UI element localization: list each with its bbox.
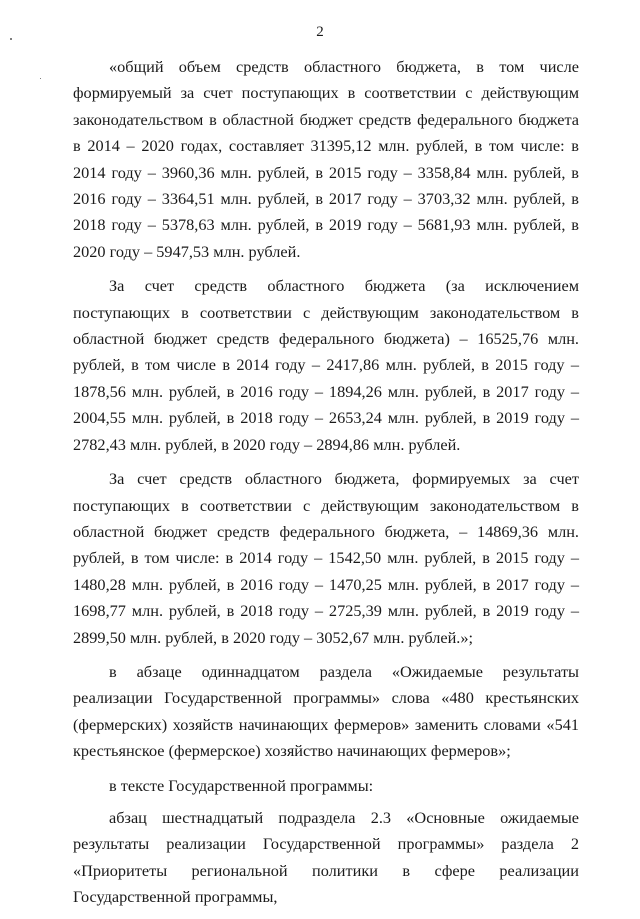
paragraph-subsection-2-3: абзац шестнадцатый подраздела 2.3 «Основные ожидаемые результаты реализации Государственной программы» раздела 2 «Приоритеты региональной политики в сфере реализации Государственной программы, bbox=[73, 807, 579, 907]
paragraph-expected-results: в абзаце одиннадцатом раздела «Ожидаемые результаты реализации Государственной программы» слова «480 крестьянских (фермерских) хозяйств начинающих фермеров» заменить словами «541 крестьянское (фермерское) хозяйство начинающих фермеров»; bbox=[73, 661, 579, 761]
page-number: 2 bbox=[316, 24, 324, 40]
paragraph-program-text: в тексте Государственной программы: bbox=[109, 775, 374, 795]
paragraph-federal-funds: За счет средств областного бюджета, формируемых за счет поступающих в соответствии с действующим законодательством в областной бюджет средств федерального бюджета, – 14869,36 млн. рублей, в том числе: в 2014 году – 1542,50 млн. рублей, в 2015 году – 1480,28 млн. рублей, в 2016 году – 1470,25 млн. рублей, в 2017 году – 1698,77 млн. рублей, в 2018 году – 2725,39 млн. рублей, в 2019 году – 2899,50 млн. рублей, в 2020 году – 3052,67 млн. рублей.»; bbox=[73, 469, 579, 647]
scan-speck bbox=[40, 78, 41, 79]
paragraph-regional-funds: За счет средств областного бюджета (за исключением поступающих в соответствии с действующим законодательством в областной бюджет средств федерального бюджета) – 16525,76 млн. рублей, в том числе в 2014 году – 2417,86 млн. рублей, в 2015 году – 1878,56 млн. рублей, в 2016 году – 1894,26 млн. рублей, в 2017 году – 2004,55 млн. рублей, в 2018 году – 2653,24 млн. рублей, в 2019 году – 2782,43 млн. рублей, в 2020 году – 2894,86 млн. рублей. bbox=[73, 276, 579, 454]
document-body bbox=[73, 54, 579, 919]
scan-speck bbox=[10, 38, 12, 40]
paragraph-total-funding: «общий объем средств областного бюджета, в том числе формируемый за счет поступающих в соответствии с действующим законодательством в областной бюджет средств федерального бюджета в 2014 – 2020 годах, составляет 31395,12 млн. рублей, в том числе: в 2014 году – 3960,36 млн. рублей, в 2015 году – 3358,84 млн. рублей, в 2016 году – 3364,51 млн. рублей, в 2017 году – 3703,32 млн. рублей, в 2018 году – 5378,63 млн. рублей, в 2019 году – 5681,93 млн. рублей, в 2020 году – 5947,53 млн. рублей. bbox=[73, 57, 579, 261]
